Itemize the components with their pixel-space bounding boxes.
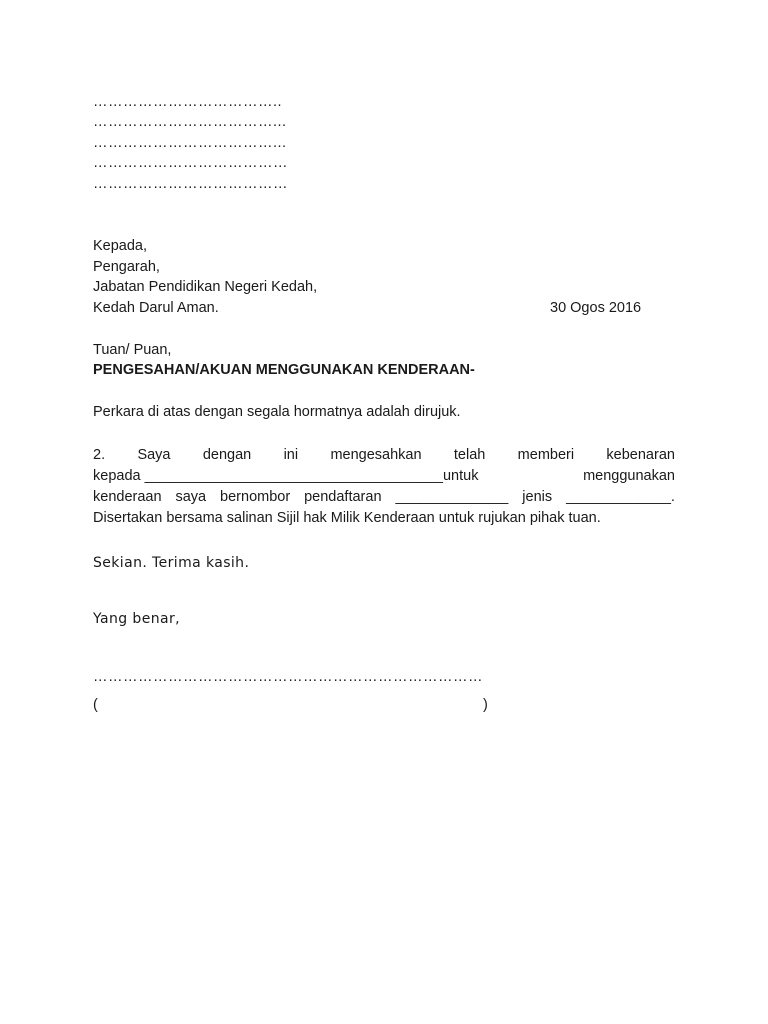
recipient-location: Kedah Darul Aman.	[93, 300, 219, 316]
word: kenderaan	[93, 489, 162, 505]
word: ini	[283, 447, 299, 463]
sender-address-line-4: …………………………………	[93, 155, 288, 171]
paragraph-2-row-2	[93, 467, 675, 485]
word: mengesahkan	[330, 447, 422, 463]
paragraph-2-row-3	[93, 488, 675, 506]
vehicle-type-blank: _____________.	[566, 489, 675, 505]
signature-line: ……………………………………………………………………	[93, 669, 483, 685]
name-close-paren: )	[483, 697, 488, 713]
word: kebenaran	[606, 447, 675, 463]
closing-text: Sekian. Terima kasih.	[93, 555, 250, 571]
word: pendaftaran	[304, 489, 382, 505]
word: saya	[175, 489, 207, 505]
sender-address-line-3: ………………………………...	[93, 135, 287, 151]
recipient-salutation: Kepada,	[93, 238, 148, 254]
word: 2.	[93, 447, 106, 463]
sign-off: Yang benar,	[93, 611, 180, 627]
letter-date: 30 Ogos 2016	[550, 300, 642, 316]
paragraph-2-row-4: Disertakan bersama salinan Sijil hak Milik Kenderaan untuk rujukan pihak tuan.	[93, 510, 601, 526]
word: jenis	[522, 489, 553, 505]
word: memberi	[517, 447, 575, 463]
word: telah	[453, 447, 486, 463]
paragraph-2-row-1	[93, 446, 675, 464]
word: bernombor	[220, 489, 291, 505]
subject-heading: PENGESAHAN/AKUAN MENGGUNAKAN KENDERAAN-	[93, 362, 475, 378]
greeting: Tuan/ Puan,	[93, 342, 172, 358]
sender-address-line-5: …………………………………	[93, 176, 288, 192]
sender-address-line-2: ………………………………...	[93, 114, 287, 130]
recipient-title: Pengarah,	[93, 259, 160, 275]
registration-number-blank: ______________	[395, 489, 509, 505]
name-open-paren: (	[93, 697, 98, 713]
sender-address-line-1: ………………………………..	[93, 94, 283, 110]
word: dengan	[202, 447, 252, 463]
recipient-department: Jabatan Pendidikan Negeri Kedah,	[93, 279, 318, 295]
recipient-name-blank: kepada _____________________________________untuk	[93, 468, 479, 484]
word: Saya	[137, 447, 171, 463]
paragraph-reference: Perkara di atas dengan segala hormatnya adalah dirujuk.	[93, 404, 461, 420]
word: menggunakan	[583, 468, 675, 484]
